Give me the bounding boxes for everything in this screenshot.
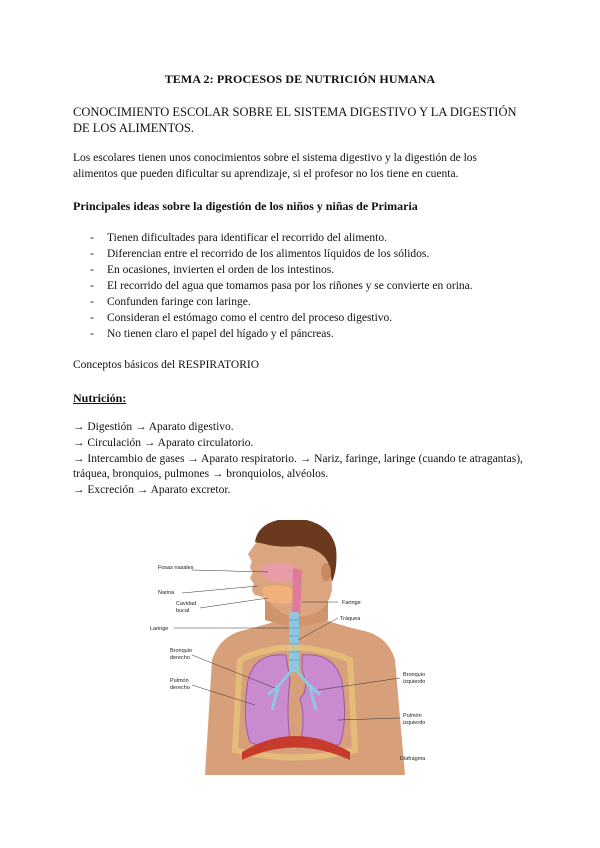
label-bronquio-izquierdo-1: Bronquio [403,672,426,678]
label-narina: Narina [158,590,175,596]
dash-bullet: - [90,328,94,340]
list-item [90,310,473,326]
dash-bullet: - [90,248,94,260]
list-item-text: Consideran el estómago como el centro del proceso digestivo. [107,312,393,324]
dash-bullet: - [90,264,94,276]
list-item [90,246,473,262]
dash-bullet: - [90,280,94,292]
respiratory-system-illustration [150,520,450,775]
label-laringe: Laringe [150,626,169,632]
ear-shape [321,563,331,581]
label-pulmon-izquierdo-2: izquierdo [403,720,426,726]
nutricion-item: → Circulación → Aparato circulatorio. [73,436,254,449]
label-diafragma: Diafragma [400,756,426,762]
section-subtitle: CONOCIMIENTO ESCOLAR SOBRE EL SISTEMA DIGESTIVO Y LA DIGESTIÓN DE LOS ALIMENTOS. [73,105,517,135]
ideas-heading: Principales ideas sobre la digestión de los niños y niñas de Primaria [73,199,418,213]
nutricion-heading: Nutrición: [73,391,127,405]
list-item [90,326,473,342]
dash-bullet: - [90,296,94,308]
trachea [289,612,299,672]
nutricion-list [73,420,533,499]
intro-paragraph: Los escolares tienen unos conocimientos sobre el sistema digestivo y la digestión de los alimentos que pueden dificultar su aprendizaje, si el profesor no los tiene en cuenta. [73,152,478,180]
oral-cavity [262,585,295,603]
label-cavidad-2: bucal [176,608,190,614]
list-item [90,278,473,294]
list-item-text: El recorrido del agua que tomamos pasa por los riñones y se convierte en orina. [107,280,473,292]
nutricion-item: → Digestión → Aparato digestivo. [73,421,234,433]
list-item [90,294,473,310]
label-bronquio-derecho-2: derecho [170,655,190,661]
label-faringe: Faringe [342,600,361,606]
respiratorio-line: Conceptos básicos del RESPIRATORIO [73,359,260,371]
list-item-text: En ocasiones, invierten el orden de los intestinos. [107,264,335,276]
nutricion-item: → Excreción → Aparato excretor. [73,484,231,497]
list-item [90,262,473,278]
list-item [90,230,473,246]
label-traquea: Tráquea [340,616,361,622]
label-fosas-nasales: Fosas nasales [158,565,194,571]
label-pulmon-derecho-1: Pulmón [170,678,189,684]
list-item-text: Tienen dificultades para identificar el recorrido del alimento. [107,232,387,244]
list-item-text: No tienen claro el papel del hígado y el páncreas. [107,328,334,340]
label-pulmon-derecho-2: derecho [170,685,190,691]
right-lung [245,655,290,747]
ideas-list [90,230,473,342]
page-title: TEMA 2: PROCESOS DE NUTRICIÓN HUMANA [164,72,436,86]
label-cavidad-1: Cavidad [176,601,197,607]
dash-bullet: - [90,312,94,324]
label-bronquio-izquierdo-2: izquierdo [403,679,426,685]
dash-bullet: - [90,232,94,244]
list-item-text: Confunden faringe con laringe. [107,296,251,308]
nutricion-item: → Intercambio de gases → Aparato respiratorio. → Nariz, faringe, laringe (cuando te atragantas), tráquea, bronquios, pulmones → bronquiolos, alvéolos. [73,452,523,481]
list-item-text: Diferencian entre el recorrido de los alimentos líquidos de los sólidos. [107,248,430,260]
label-bronquio-derecho-1: Bronquio [170,648,193,654]
label-pulmon-izquierdo-1: Pulmón [403,713,422,719]
